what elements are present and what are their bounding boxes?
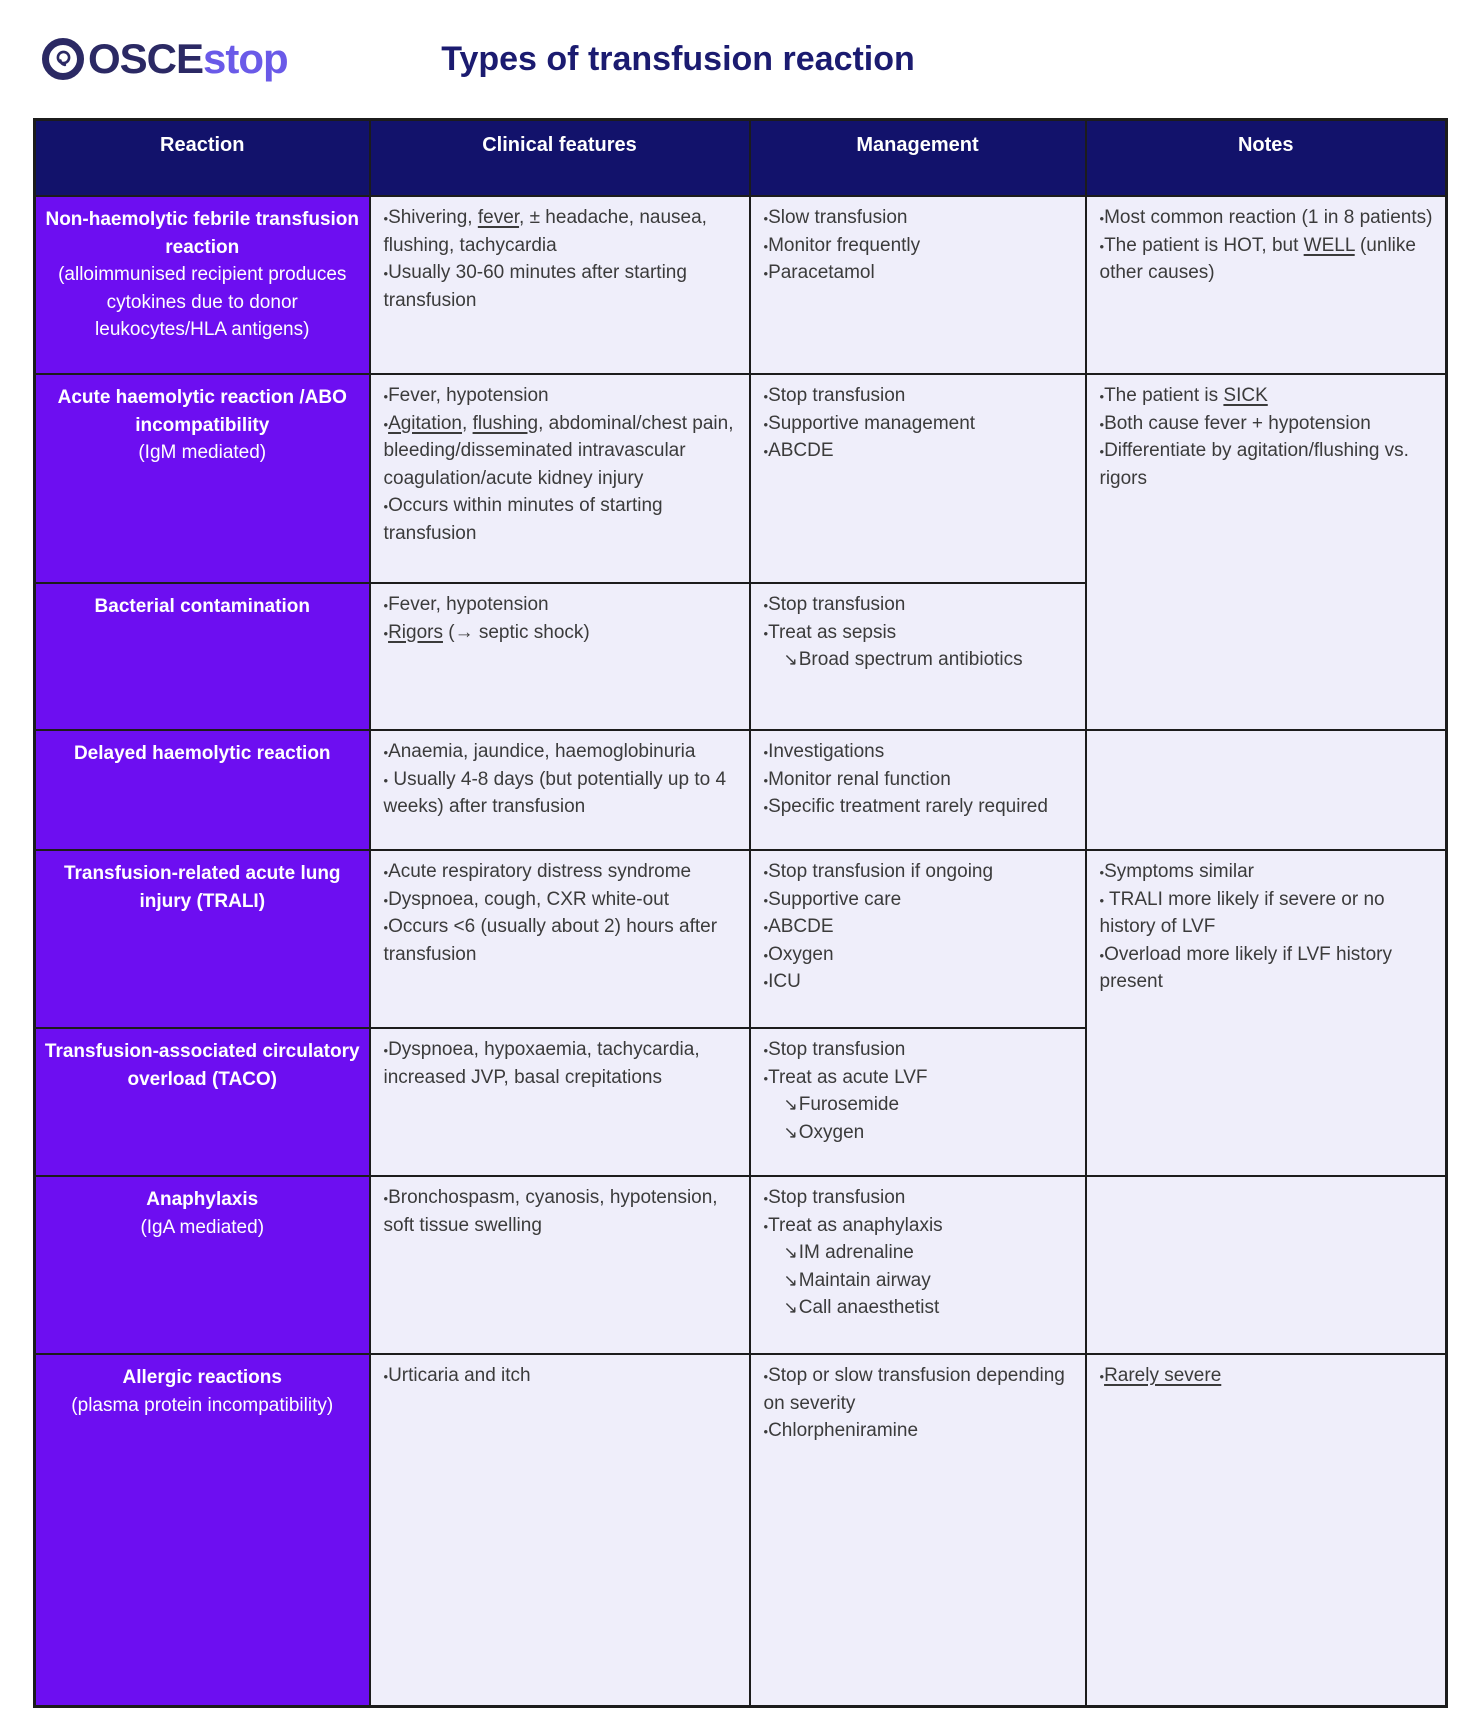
management-item — [764, 1064, 1073, 1092]
bullet-marker-icon: • — [1099, 1369, 1105, 1384]
bullet-marker-icon: • — [763, 975, 769, 991]
text-segment: Rarely severe — [1104, 1365, 1222, 1386]
clinical-features-item — [384, 591, 737, 619]
text-segment: Most common reaction (1 in 8 patients) — [1104, 207, 1433, 228]
notes-item — [1100, 437, 1434, 492]
bullet-marker-icon: • — [1099, 865, 1105, 880]
text-segment: Urticaria and itch — [388, 1365, 531, 1386]
text-segment: Overload more likely if LVF history present — [1099, 943, 1392, 993]
management-item — [764, 793, 1073, 821]
text-segment: Investigations — [768, 741, 885, 762]
reaction-cell — [35, 583, 370, 730]
management-item — [764, 1267, 1073, 1295]
reaction-cell — [35, 1176, 370, 1354]
reaction-name: Transfusion-associated circulatory overload (TACO) — [44, 1041, 360, 1090]
clinical-features-item — [384, 1362, 737, 1390]
management-item — [764, 858, 1073, 886]
text-segment: The patient is — [1104, 385, 1224, 406]
bullet-marker-icon: • — [763, 1043, 769, 1058]
text-segment: Monitor renal function — [768, 768, 951, 790]
bullet-marker-icon: • — [383, 1191, 389, 1206]
clinical-features-item — [384, 886, 737, 914]
reaction-cell — [35, 374, 370, 583]
text-segment: , — [462, 412, 473, 434]
bullet-marker-icon: • — [383, 266, 389, 282]
bullet-marker-icon: • — [1099, 444, 1105, 460]
text-segment: TRALI more likely if severe or no history of LVF — [1099, 888, 1385, 938]
text-segment: Supportive care — [768, 888, 902, 910]
table-body — [35, 196, 1447, 1706]
arrow-marker-icon: ↘ — [783, 1270, 798, 1290]
notes-item — [1100, 382, 1434, 410]
bullet-marker-icon: • — [763, 1191, 769, 1206]
bullet-marker-icon: • — [383, 920, 389, 936]
bullet-marker-icon: • — [763, 598, 769, 613]
table-row-transfusion-related-acute-lung-injury-trali — [35, 850, 1447, 1028]
clinical-features-item — [384, 1036, 737, 1091]
text-segment: Treat as anaphylaxis — [768, 1214, 943, 1236]
management-cell — [750, 850, 1086, 1028]
management-item — [764, 382, 1073, 410]
notes-item — [1100, 232, 1434, 287]
reaction-subnote: (IgM mediated) — [138, 442, 267, 464]
notes-cell — [1086, 850, 1447, 1176]
notes-item — [1100, 204, 1434, 232]
text-segment: fever — [477, 207, 520, 228]
bullet-marker-icon: • — [383, 499, 389, 515]
bullet-marker-icon: • — [763, 865, 769, 880]
reaction-name: Bacterial contamination — [94, 596, 310, 617]
clinical-features-cell — [370, 374, 750, 583]
management-item — [764, 437, 1073, 465]
bullet-marker-icon: • — [383, 745, 389, 760]
clinical-features-item — [384, 619, 737, 647]
text-segment: ABCDE — [768, 440, 834, 462]
notes-cell — [1086, 196, 1447, 374]
clinical-features-cell — [370, 196, 750, 374]
bullet-marker-icon: • — [763, 444, 769, 460]
clinical-features-item — [384, 858, 737, 886]
bullet-marker-icon: • — [763, 800, 769, 816]
management-item — [764, 232, 1073, 260]
text-segment: The patient is HOT, but — [1104, 234, 1304, 256]
text-segment: ICU — [768, 971, 801, 993]
management-item — [764, 1294, 1073, 1322]
bullet-marker-icon: • — [383, 211, 389, 226]
clinical-features-item — [384, 410, 737, 493]
text-segment: Broad spectrum antibiotics — [798, 649, 1023, 671]
notes-item — [1100, 941, 1434, 996]
text-segment: Treat as sepsis — [768, 621, 897, 643]
text-segment: Slow transfusion — [768, 207, 908, 228]
bullet-marker-icon: • — [763, 266, 769, 282]
clinical-features-cell — [370, 583, 750, 730]
notes-item — [1100, 410, 1434, 438]
text-segment: Anaemia, jaundice, haemoglobinuria — [388, 741, 696, 762]
reaction-cell — [35, 730, 370, 850]
bullet-marker-icon: • — [763, 211, 769, 226]
management-item — [764, 1417, 1073, 1445]
bullet-marker-icon: • — [1099, 892, 1105, 908]
transfusion-reaction-table-wrap — [33, 118, 1448, 1708]
logo — [40, 36, 288, 82]
reaction-cell — [35, 196, 370, 374]
column-header-management: Management — [750, 120, 1086, 197]
column-header-notes: Notes — [1086, 120, 1447, 197]
text-segment: Fever, hypotension — [388, 594, 549, 615]
management-item — [764, 1239, 1073, 1267]
text-segment: (unlike other causes) — [1099, 234, 1416, 284]
bullet-marker-icon: • — [763, 1218, 769, 1234]
notes-cell — [1086, 1176, 1447, 1354]
management-cell — [750, 583, 1086, 730]
management-item — [764, 738, 1073, 766]
management-item — [764, 410, 1073, 438]
management-cell — [750, 1028, 1086, 1176]
text-segment: Maintain airway — [798, 1269, 931, 1291]
column-header-clinical-features: Clinical features — [370, 120, 750, 197]
management-item — [764, 619, 1073, 647]
table-row-non-haemolytic-febrile-transfusion-reaction — [35, 196, 1447, 374]
management-cell — [750, 196, 1086, 374]
management-item — [764, 968, 1073, 996]
clinical-features-item — [384, 738, 737, 766]
reaction-subnote: (alloimmunised recipient produces cytokines due to donor leukocytes/HLA antigens) — [58, 264, 347, 341]
text-segment: SICK — [1223, 385, 1268, 406]
bullet-marker-icon: • — [763, 772, 769, 788]
text-segment: Differentiate by agitation/flushing vs. rigors — [1099, 440, 1409, 489]
bullet-marker-icon: • — [763, 1369, 769, 1384]
text-segment: , abdominal/chest pain, bleeding/disseminated intravascular coagulation/acute kidney injury — [383, 412, 734, 489]
reaction-cell — [35, 1028, 370, 1176]
bullet-marker-icon: • — [383, 416, 389, 432]
bullet-marker-icon: • — [763, 416, 769, 432]
management-item — [764, 1119, 1073, 1147]
logo-text — [88, 35, 288, 82]
notes-cell — [1086, 730, 1447, 850]
arrow-marker-icon: ↘ — [783, 1122, 798, 1142]
text-segment: Agitation — [388, 412, 463, 434]
text-segment: flushing — [472, 412, 539, 434]
text-segment: Both cause fever + hypotension — [1104, 412, 1371, 434]
table-row-anaphylaxis — [35, 1176, 1447, 1354]
management-cell — [750, 1354, 1086, 1706]
text-segment: Dyspnoea, cough, CXR white-out — [388, 888, 669, 910]
reaction-name: Allergic reactions — [122, 1367, 282, 1388]
bullet-marker-icon: • — [1099, 947, 1105, 963]
stethoscope-ring-icon — [40, 36, 86, 82]
bullet-marker-icon: • — [383, 865, 389, 880]
text-segment: Monitor frequently — [768, 234, 921, 256]
management-item — [764, 204, 1073, 232]
clinical-features-item — [384, 492, 737, 547]
text-segment: Bronchospasm, cyanosis, hypotension, soft tissue swelling — [383, 1187, 718, 1236]
bullet-marker-icon: • — [1099, 211, 1105, 226]
management-cell — [750, 374, 1086, 583]
reaction-name: Non-haemolytic febrile transfusion reaction — [45, 209, 360, 258]
table-row-allergic-reactions — [35, 1354, 1447, 1706]
bullet-marker-icon: • — [383, 1369, 389, 1384]
management-item — [764, 1184, 1073, 1212]
text-segment: Call anaesthetist — [798, 1297, 940, 1319]
clinical-features-cell — [370, 1176, 750, 1354]
notes-item — [1100, 886, 1434, 941]
column-header-reaction: Reaction — [35, 120, 370, 197]
text-segment: Oxygen — [768, 943, 834, 965]
text-segment: WELL — [1303, 234, 1355, 256]
bullet-marker-icon: • — [763, 745, 769, 760]
clinical-features-item — [384, 382, 737, 410]
reaction-name: Acute haemolytic reaction /ABO incompatibility — [57, 387, 347, 436]
text-segment: Shivering, — [388, 207, 478, 228]
text-segment: Stop transfusion — [768, 1039, 906, 1060]
arrow-marker-icon: ↘ — [783, 1095, 798, 1115]
bullet-marker-icon: • — [763, 947, 769, 963]
text-segment: Dyspnoea, hypoxaemia, tachycardia, increased JVP, basal crepitations — [383, 1039, 700, 1088]
text-segment: Treat as acute LVF — [768, 1066, 928, 1088]
bullet-marker-icon: • — [1099, 389, 1105, 404]
text-segment: Stop or slow transfusion depending on severity — [763, 1365, 1065, 1414]
clinical-features-item — [384, 913, 737, 968]
clinical-features-cell — [370, 850, 750, 1028]
reaction-subnote: (plasma protein incompatibility) — [71, 1394, 334, 1416]
bullet-marker-icon: • — [383, 1043, 389, 1058]
text-segment: IM adrenaline — [798, 1242, 914, 1264]
notes-item — [1100, 1362, 1434, 1390]
management-item — [764, 886, 1073, 914]
bullet-marker-icon: • — [383, 389, 389, 404]
text-segment: Occurs within minutes of starting transfusion — [383, 495, 663, 544]
text-segment: Fever, hypotension — [388, 385, 549, 406]
table-row-delayed-haemolytic-reaction — [35, 730, 1447, 850]
notes-cell — [1086, 1354, 1447, 1706]
text-segment: Stop transfusion — [768, 594, 906, 615]
text-segment: Stop transfusion if ongoing — [768, 861, 994, 882]
text-segment: ABCDE — [768, 916, 834, 938]
header-row — [35, 120, 1447, 197]
clinical-features-item — [384, 1184, 737, 1239]
logo-text-stop: stop — [203, 35, 288, 82]
arrow-marker-icon: ↘ — [783, 1298, 798, 1318]
bullet-marker-icon: • — [763, 389, 769, 404]
text-segment: Stop transfusion — [768, 1187, 906, 1208]
bullet-marker-icon: • — [763, 1070, 769, 1086]
table-row-acute-haemolytic-reaction-abo-incompatibility — [35, 374, 1447, 583]
bullet-marker-icon: • — [763, 892, 769, 908]
text-segment: Paracetamol — [768, 262, 875, 284]
text-segment: Chlorpheniramine — [768, 1420, 919, 1442]
clinical-features-cell — [370, 730, 750, 850]
management-item — [764, 1091, 1073, 1119]
bullet-marker-icon: • — [763, 1424, 769, 1440]
management-cell — [750, 1176, 1086, 1354]
page-title: Types of transfusion reaction — [441, 40, 915, 78]
management-item — [764, 259, 1073, 287]
text-segment: Symptoms similar — [1104, 861, 1254, 882]
reaction-name: Delayed haemolytic reaction — [73, 743, 331, 764]
management-item — [764, 766, 1073, 794]
logo-text-osce: OSCE — [88, 35, 204, 82]
text-segment: Specific treatment rarely required — [768, 796, 1048, 818]
reaction-cell — [35, 1354, 370, 1706]
notes-cell — [1086, 374, 1447, 730]
clinical-features-item — [384, 766, 737, 821]
bullet-marker-icon: • — [383, 598, 389, 613]
arrow-marker-icon: ↘ — [783, 1243, 798, 1263]
management-item — [764, 591, 1073, 619]
text-segment: Supportive management — [768, 412, 976, 434]
reaction-name: Anaphylaxis — [146, 1189, 259, 1210]
management-cell — [750, 730, 1086, 850]
management-item — [764, 1362, 1073, 1417]
management-item — [764, 1212, 1073, 1240]
text-segment: Usually 4-8 days (but potentially up to 4 weeks) after transfusion — [383, 768, 727, 818]
clinical-features-cell — [370, 1028, 750, 1176]
text-segment: (→ septic shock) — [442, 621, 590, 643]
text-segment: , ± headache, nausea, flushing, tachycardia — [383, 207, 707, 256]
reaction-cell — [35, 850, 370, 1028]
text-segment: Rigors — [388, 621, 443, 643]
bullet-marker-icon: • — [383, 892, 389, 908]
management-item — [764, 646, 1073, 674]
reaction-name: Transfusion-related acute lung injury (TRALI) — [63, 863, 341, 912]
notes-item — [1100, 858, 1434, 886]
transfusion-reaction-table — [33, 118, 1448, 1708]
management-item — [764, 941, 1073, 969]
bullet-marker-icon: • — [763, 238, 769, 254]
bullet-marker-icon: • — [763, 625, 769, 641]
clinical-features-item — [384, 259, 737, 314]
text-segment: Usually 30-60 minutes after starting transfusion — [383, 262, 687, 311]
arrow-marker-icon: ↘ — [783, 650, 798, 670]
text-segment: Furosemide — [798, 1094, 900, 1116]
reaction-subnote: (IgA mediated) — [140, 1216, 265, 1238]
bullet-marker-icon: • — [1099, 416, 1105, 432]
bullet-marker-icon: • — [763, 920, 769, 936]
text-segment: Occurs <6 (usually about 2) hours after transfusion — [383, 916, 718, 965]
text-segment: Stop transfusion — [768, 385, 906, 406]
bullet-marker-icon: • — [383, 625, 389, 641]
clinical-features-item — [384, 204, 737, 259]
text-segment: Acute respiratory distress syndrome — [388, 861, 692, 882]
text-segment: Oxygen — [798, 1121, 865, 1143]
management-item — [764, 913, 1073, 941]
bullet-marker-icon: • — [1099, 238, 1105, 254]
bullet-marker-icon: • — [383, 772, 389, 788]
clinical-features-cell — [370, 1354, 750, 1706]
management-item — [764, 1036, 1073, 1064]
